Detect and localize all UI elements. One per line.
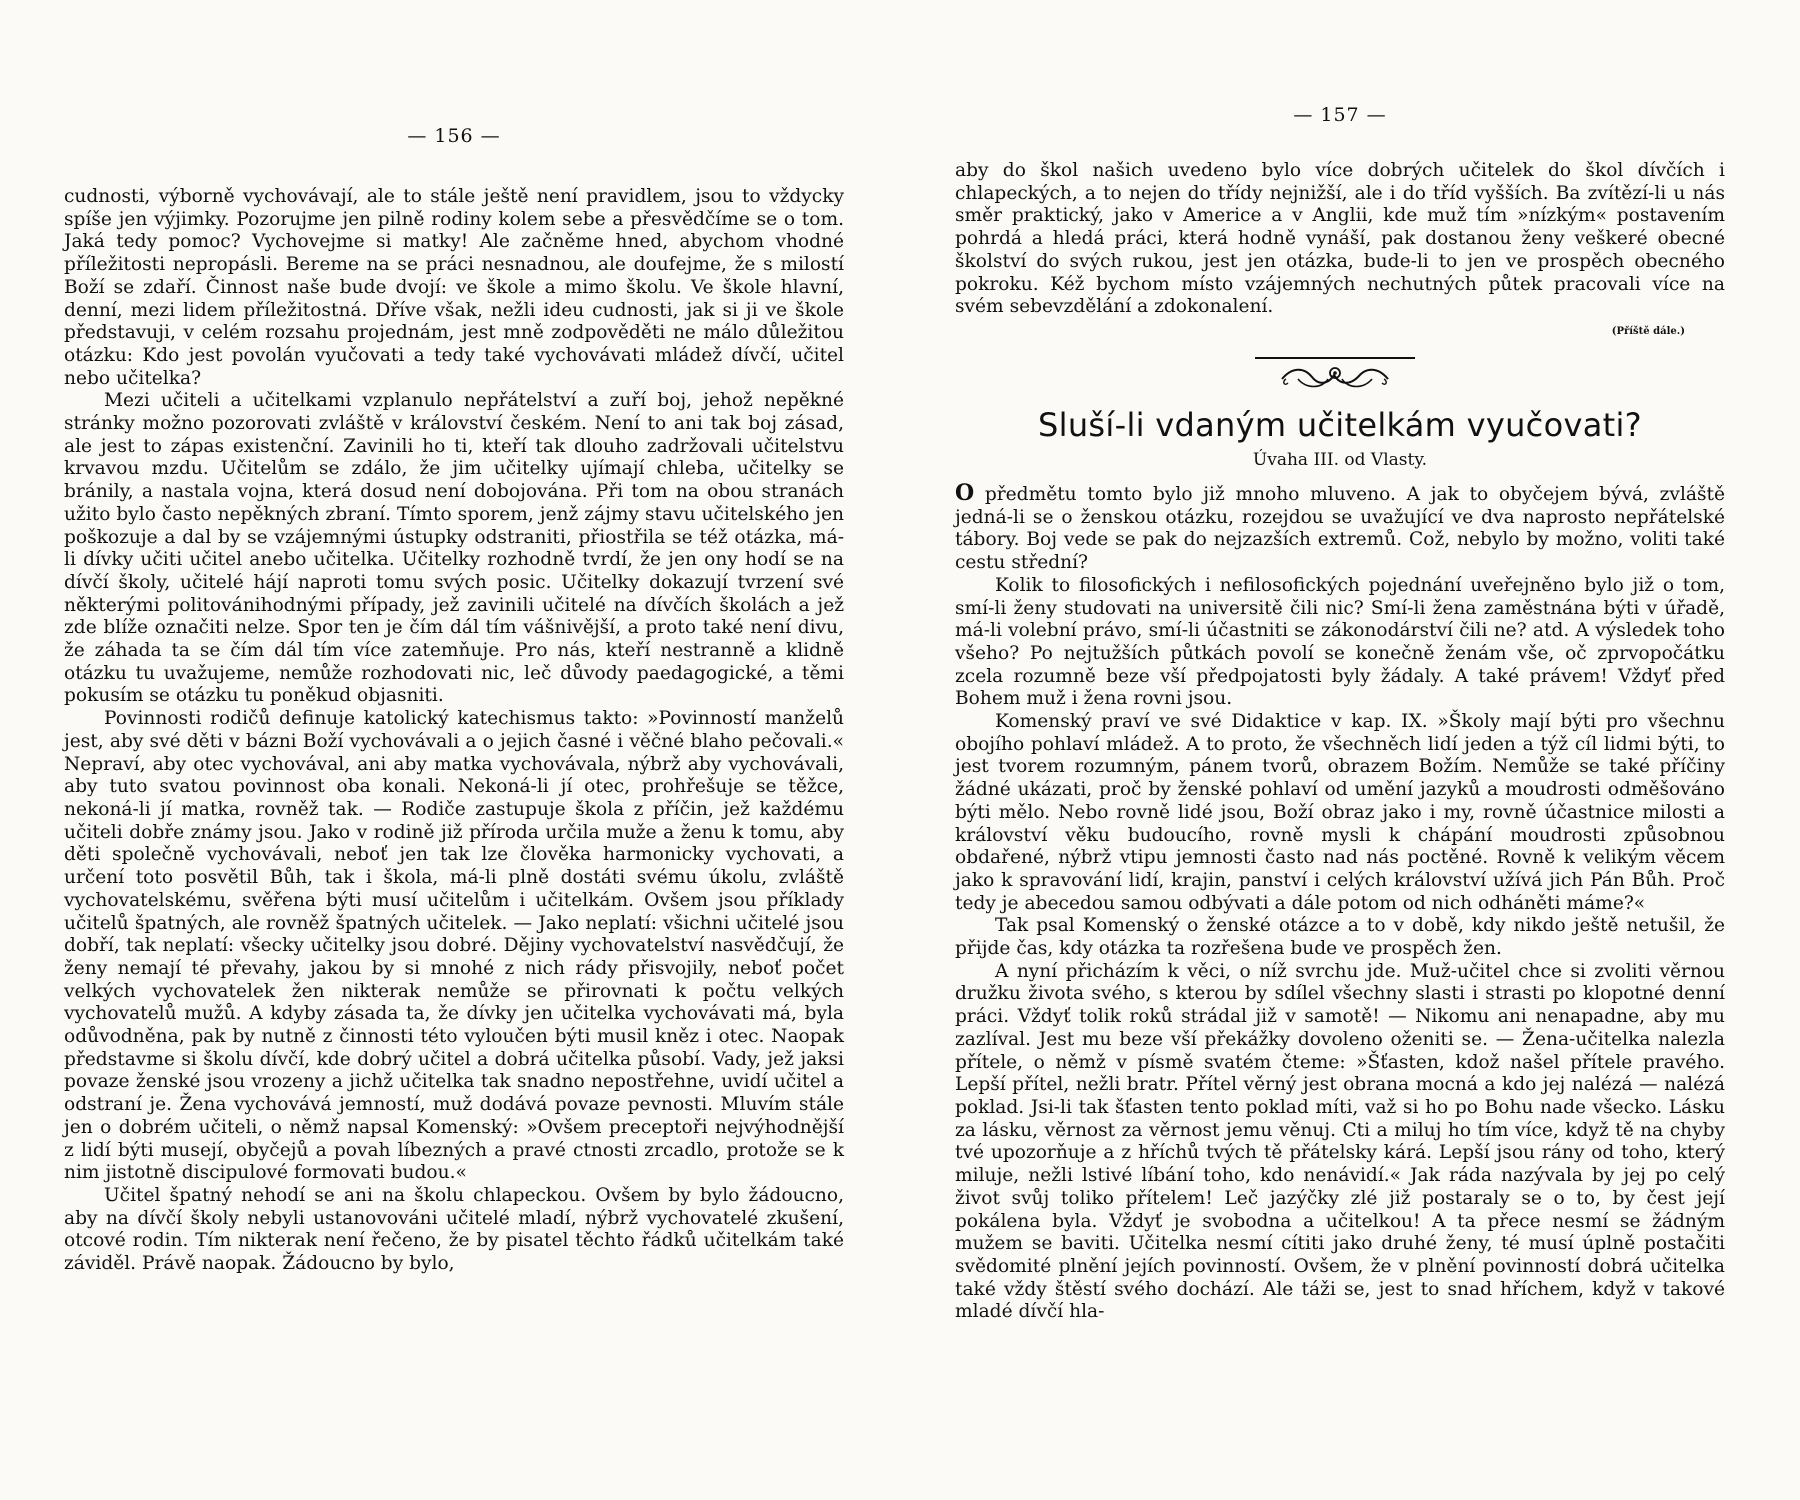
paragraph: aby do škol našich uvedeno bylo více dobrých učitelek do škol dívčích i chlapeckých, a to nejen do třídy nejnižší, ale i do tříd vyšších. Ba zvítězí-li u nás směr praktický, jako v Americe a v Anglii, kde muž tím »nízkým« postavením pohrdá a hledá práci, která hodně vynáší, pak dostanou ženy veškeré obecné školství do svých rukou, jest jen otázka, bude-li to jen ve prospěch obecného pokroku. Kéž bychom místo vzájemných nechutných půtek pracovali více na svém sebevzdělání a zdokonalení. <box>955 160 1725 318</box>
ornament-icon <box>1278 363 1392 393</box>
paragraph: Komenský praví ve své Didaktice v kap. IX. »Školy mají býti pro všechnu obojího pohlaví mládež. A to proto, že všechněch lidí jeden a týž cíl lidmi býti, to jest tvorem rozumným, pánem tvorů, obrazem Božím. Nemůže se také příčiny žádné ukázati, proč by ženské pohlaví od umění jazyků a moudrosti odměšováno býti mělo. Nebo rovně lidé jsou, Boží obraz jako i my, rovně účastnice milosti a království věku budoucího, rovně mysli k chápání moudrosti způsobnou obdařené, nýbrž vtipu jemnosti často nad nás poctěné. Rovně k velikým věcem jako k spravování lidí, krajin, panství i celých království užívá jich Pán Bůh. Proč tedy je abecedou samou odbývati a dále potom od nich odháněti máme?« <box>955 711 1725 914</box>
left-page <box>64 0 844 1500</box>
paragraph: Mezi učiteli a učitelkami vzplanulo nepřátelství a zuří boj, jehož nepěkné stránky možno pozorovati zvláště v království českém. Není to ani tak boj zásad, ale jest to zápas existenční. Zavinili ho ti, kteří tak dlouho zadržovali učitelstvu krvavou mzdu. Učitelům se zdálo, že jim učitelky ujímají chleba, učitelky se bránily, a nastala vojna, která dosud není dobojována. Při tom na obou stranách užito bylo často nepěkných zbraní. Tímto sporem, jenž zájmy stavu učitelského jen poškozuje a dal by se vzájemnými ústupky odstraniti, přiostřila se též otázka, má-li dívky učiti učitel anebo učitelka. Učitelky rozhodně tvrdí, že jen ony hodí se na dívčí školy, učitelé hájí naproti tomu svých posic. Učitelky dokazují tvrzení své některými politovánihodnými případy, jež zavinili učitelé na dívčích školách a jež zde blíže označiti nelze. Spor ten je čím dál tím vášnivější, a proto také není divu, že záhada ta se čím dál tím více zatemňuje. Pro nás, kteří nestranně a klidně otázku tu uvažujeme, nemůže rozhodovati nic, leč důvody paedagogické, a těmi pokusím se otázku tu poněkud objasniti. <box>64 390 844 707</box>
page-number-right: — 157 — <box>1293 104 1387 126</box>
right-page <box>955 0 1725 1500</box>
paragraph: Kolik to filosofických i nefilosofických pojednání uveřejněno bylo již o tom, smí-li ženy studovati na universitě čili nic? Smí-li žena zaměstnána býti v úřadě, má-li volební právo, smí-li účastniti se zákonodárství čili ne? atd. A výsledek toho všeho? Po nejtužších půtkách povolí se konečně ženám vše, oč zprvopočátku zcela rozumně beze vší předpojatosti byly žádaly. A také právem! Vždyť před Bohem muž i žena rovni jsou. <box>955 574 1725 710</box>
drop-cap: O <box>955 480 975 506</box>
paragraph: Učitel špatný nehodí se ani na školu chlapeckou. Ovšem by bylo žádoucno, aby na dívčí školy nebyli ustanovováni učitelé mladí, nýbrž vychovatelé zkušení, otcové rodin. Tím nikterak není řečeno, že by pisatel těchto řádků učitelkám také záviděl. Právě naopak. Žádoucno by bylo, <box>64 1184 844 1275</box>
article-title: Sluší-li vdaným učitelkám vyučovati? <box>1038 406 1642 444</box>
right-page-top-text <box>955 160 1725 344</box>
paragraph-text: předmětu tomto bylo již mnoho mluveno. A jak to obyčejem bývá, zvláště jedná-li se o ženskou otázku, rozejdou se uvažující ve dva naprosto nepřátelské tábory. Boj vede se pak do nejzazších extremů. Což, nebylo by možno, voliti také cestu střední? <box>955 484 1725 574</box>
section-divider <box>955 357 1725 407</box>
divider-rule <box>1255 357 1415 359</box>
paragraph: Povinnosti rodičů definuje katolický katechismus takto: »Povinností manželů jest, aby své děti v bázni Boží vychovávali a o jejich časné i věčné blaho pečovali.« Nepraví, aby otec vychovával, ani aby matka vychovávala, nýbrž aby vychovávali, aby tuto svatou povinnost oba konali. Nekoná-li jí otec, prohřešuje se těžce, nekoná-li jí matka, rovněž tak. — Rodiče zastupuje škola z příčin, jež každému učiteli dobře známy jsou. Jako v rodině již příroda určila muže a ženu k tomu, aby děti společně vychovávali, neboť jen tak lze člověka harmonicky vychovati, a určení toto posvětil Bůh, tak i škola, má-li plně dostáti svému úkolu, zvláště vychovatelskému, svěřena býti musí učitelům i učitelkám. Ovšem jsou příklady učitelů špatných, ale rovněž špatných učitelek. — Jako neplatí: všichni učitelé jsou dobří, tak neplatí: všecky učitelky jsou dobré. Dějiny vychovatelství nasvědčují, že ženy nemají té převahy, jakou by si mnohé z nich rády přisvojily, neboť počet velkých vychovatelek žen nikterak nemůže se přirovnati k počtu velkých vychovatelů mužů. A kdyby zásada ta, že dívky jen učitelka vychovávati má, byla odůvodněna, pak by nutně z činnosti této vyloučen býti musil kněz i otec. Naopak představme si školu dívčí, kde dobrý učitel a dobrá učitelka působí. Vady, jež jaksi povaze ženské jsou vrozeny a jichž učitelka tak snadno nepostřehne, uvidí učitel a odstraní je. Žena vychovává jemností, muž dodává povaze pevnosti. Mluvím stále jen o dobrém učiteli, o němž napsal Komenský: »Ovšem preceptoři nejvýhodnější z lidí býti musejí, obyčejů a povah líbezných a pravé ctnosti zrcadlo, protože se k nim jistotně discipulové formovati budou.« <box>64 708 844 1184</box>
article-text <box>955 482 1725 1324</box>
left-page-text <box>64 186 844 1276</box>
continued-note: (Příště dále.) <box>1611 325 1685 337</box>
paragraph: A nyní přicházím k věci, o níž svrchu jde. Muž-učitel chce si zvoliti věrnou družku života svého, s kterou by sdílel všechny slasti i strasti po klopotné denní práci. Vždyť tolik roků strádal již v samotě! — Nikomu ani nenapadne, aby mu zazlíval. Jest mu beze vší překážky dovoleno oženiti se. — Žena-učitelka nalezla přítele, o němž v písmě svatém čteme: »Šťasten, kdož našel přítele pravého. Lepší přítel, nežli bratr. Přítel věrný jest obrana mocná a kdo jej nalézá — nalézá poklad. Jsi-li tak šťasten tento poklad míti, važ si ho po Bohu nade všecko. Lásku za lásku, věrnost za věrnost jemu věnuj. Cti a miluj ho tím více, když tě na chyby tvé upozorňuje a z hříchů tvých tě přátelsky kárá. Lepší jsou rány od toho, který miluje, nežli lstivé líbání toho, kdo nenávidí.« Jak ráda nazývala by jej po celý život svůj tolikо přítelem! Leč jazýčky zlé již postaraly se o to, by čest její pokálena byla. Vždyť je svobodna a učitelkou! A ta přece nesmí se žádným mužem se baviti. Učitelka nesmí cítiti jako druhé ženy, té musí úplně postačiti svědomité plnění jejích povinností. Ovšem, že v plnění povinností dobrá učitelka také vždy štěstí svého dochází. Ale táži se, jest to snad hříchem, když v takové mladé dívčí hla- <box>955 960 1725 1323</box>
article-byline: Úvaha III. od Vlasty. <box>1252 450 1428 470</box>
paragraph: Tak psal Komenský o ženské otázce a to v době, kdy nikdo ještě netušil, že přijde čas, kdy otázka ta rozřešena bude ve prospěch žen. <box>955 915 1725 960</box>
paragraph <box>955 482 1725 575</box>
paragraph: cudnosti, výborně vychovávají, ale to stále ještě není pravidlem, jsou to vždycky spíše jen výjimky. Pozorujme jen pilně rodiny kolem sebe a přesvědčíme se o tom. Jaká tedy pomoc? Vychovejme si matky! Ale začněme hned, abychom vhodné příležitosti nepropásli. Bereme na se práci nesnadnou, ale doufejme, že s milostí Boží se zdaří. Činnost naše bude dvojí: ve škole a mimo školu. Ve škole hlavní, denní, mezi lidem příležitostná. Dříve však, nežli ideu cudnosti, jak si ji ve škole představuji, v celém rozsahu projednám, jest mně zodpověděti ne málo důležitou otázku: Kdo jest povolán vyučovati a tedy také vychovávati mládež dívčí, učitel nebo učitelka? <box>64 186 844 389</box>
page-number-left: — 156 — <box>407 125 501 147</box>
